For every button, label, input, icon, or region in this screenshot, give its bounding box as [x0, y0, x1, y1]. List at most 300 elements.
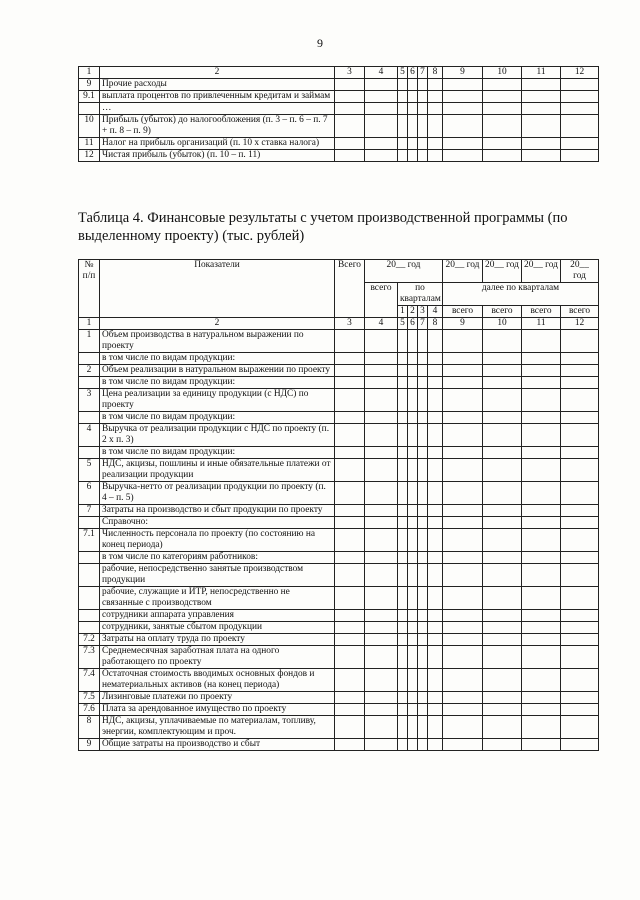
row-label: Прибыль (убыток) до налогообложения (п. 3 – п. 6 – п. 7 + п. 8 – п. 9): [100, 115, 335, 138]
header-year-current: 20__ год: [365, 260, 443, 283]
table-row: [79, 716, 599, 739]
row-number: [79, 377, 100, 389]
value-cell: [335, 505, 365, 517]
value-cell: [408, 115, 418, 138]
table-row: [79, 517, 599, 529]
value-cell: [408, 412, 418, 424]
value-cell: [483, 716, 522, 739]
value-cell: [522, 505, 561, 517]
table-row: [79, 692, 599, 704]
value-cell: [418, 669, 428, 692]
value-cell: [428, 704, 443, 716]
value-cell: [561, 447, 599, 459]
value-cell: [443, 739, 483, 751]
value-cell: [408, 150, 418, 162]
value-cell: [522, 377, 561, 389]
table-row: [79, 704, 599, 716]
table2-column-numbers: [79, 318, 599, 330]
value-cell: [561, 79, 599, 91]
table-row: [79, 739, 599, 751]
value-cell: [483, 79, 522, 91]
value-cell: [483, 103, 522, 115]
value-cell: [335, 482, 365, 505]
value-cell: [561, 716, 599, 739]
value-cell: [335, 669, 365, 692]
table-row: [79, 412, 599, 424]
value-cell: [483, 150, 522, 162]
value-cell: [483, 389, 522, 412]
value-cell: [418, 704, 428, 716]
value-cell: [335, 424, 365, 447]
row-label: в том числе по видам продукции:: [100, 412, 335, 424]
header-quarter: 3: [418, 306, 428, 318]
value-cell: [561, 646, 599, 669]
value-cell: [365, 610, 398, 622]
value-cell: [443, 91, 483, 103]
row-label: в том числе по видам продукции:: [100, 353, 335, 365]
value-cell: [335, 447, 365, 459]
value-cell: [335, 529, 365, 552]
value-cell: [408, 424, 418, 447]
value-cell: [483, 587, 522, 610]
value-cell: [335, 552, 365, 564]
value-cell: [522, 610, 561, 622]
value-cell: [561, 389, 599, 412]
value-cell: [398, 517, 408, 529]
value-cell: [408, 564, 418, 587]
row-number: 9.1: [79, 91, 100, 103]
value-cell: [483, 91, 522, 103]
row-label: Лизинговые платежи по проекту: [100, 692, 335, 704]
value-cell: [561, 587, 599, 610]
value-cell: [561, 552, 599, 564]
value-cell: [443, 353, 483, 365]
value-cell: [443, 610, 483, 622]
value-cell: [428, 482, 443, 505]
value-cell: [418, 377, 428, 389]
value-cell: [408, 646, 418, 669]
value-cell: [483, 115, 522, 138]
value-cell: [561, 103, 599, 115]
value-cell: [522, 138, 561, 150]
value-cell: [398, 79, 408, 91]
value-cell: [522, 412, 561, 424]
value-cell: [408, 447, 418, 459]
column-number: 7: [418, 318, 428, 330]
value-cell: [398, 103, 408, 115]
value-cell: [335, 646, 365, 669]
value-cell: [418, 424, 428, 447]
value-cell: [335, 716, 365, 739]
value-cell: [561, 564, 599, 587]
row-number: [79, 610, 100, 622]
value-cell: [418, 330, 428, 353]
value-cell: [522, 365, 561, 377]
value-cell: [398, 377, 408, 389]
table-row: [79, 447, 599, 459]
value-cell: [408, 330, 418, 353]
value-cell: [398, 482, 408, 505]
value-cell: [428, 447, 443, 459]
table-row: [79, 564, 599, 587]
value-cell: [561, 622, 599, 634]
value-cell: [483, 704, 522, 716]
value-cell: [522, 79, 561, 91]
value-cell: [428, 716, 443, 739]
header-year-future: 20__ год: [522, 260, 561, 283]
value-cell: [483, 622, 522, 634]
table-row: [79, 138, 599, 150]
value-cell: [398, 622, 408, 634]
value-cell: [408, 587, 418, 610]
value-cell: [428, 634, 443, 646]
value-cell: [335, 150, 365, 162]
header-future-vsego: всего: [443, 306, 483, 318]
value-cell: [522, 564, 561, 587]
value-cell: [398, 330, 408, 353]
column-number: 5: [398, 67, 408, 79]
column-number: 7: [418, 67, 428, 79]
value-cell: [522, 389, 561, 412]
value-cell: [418, 447, 428, 459]
value-cell: [398, 610, 408, 622]
table-row: [79, 424, 599, 447]
header-future-vsego: всего: [561, 306, 599, 318]
header-quarter: 2: [408, 306, 418, 318]
value-cell: [365, 103, 398, 115]
row-label: в том числе по видам продукции:: [100, 447, 335, 459]
value-cell: [561, 739, 599, 751]
value-cell: [418, 610, 428, 622]
value-cell: [365, 91, 398, 103]
value-cell: [443, 564, 483, 587]
value-cell: [418, 692, 428, 704]
value-cell: [418, 389, 428, 412]
value-cell: [483, 330, 522, 353]
value-cell: [365, 353, 398, 365]
value-cell: [443, 505, 483, 517]
row-label: рабочие, непосредственно занятые производством продукции: [100, 564, 335, 587]
table-row: [79, 91, 599, 103]
value-cell: [561, 377, 599, 389]
value-cell: [398, 412, 408, 424]
column-number: 3: [335, 67, 365, 79]
row-label: Численность персонала по проекту (по состоянию на конец периода): [100, 529, 335, 552]
value-cell: [428, 103, 443, 115]
row-number: 7.3: [79, 646, 100, 669]
value-cell: [418, 564, 428, 587]
value-cell: [418, 365, 428, 377]
value-cell: [483, 564, 522, 587]
value-cell: [483, 646, 522, 669]
value-cell: [365, 424, 398, 447]
row-number: 7.1: [79, 529, 100, 552]
row-label: Справочно:: [100, 517, 335, 529]
row-label: Выручка-нетто от реализации продукции по проекту (п. 4 – п. 5): [100, 482, 335, 505]
value-cell: [522, 704, 561, 716]
column-number: 6: [408, 318, 418, 330]
header-quarter: 4: [428, 306, 443, 318]
value-cell: [428, 646, 443, 669]
value-cell: [522, 692, 561, 704]
row-label: Остаточная стоимость вводимых основных фондов и нематериальных активов (на конец периода): [100, 669, 335, 692]
value-cell: [408, 739, 418, 751]
value-cell: [365, 529, 398, 552]
value-cell: [365, 517, 398, 529]
table1-column-numbers: [79, 67, 599, 79]
value-cell: [418, 552, 428, 564]
value-cell: [418, 739, 428, 751]
table-row: [79, 529, 599, 552]
value-cell: [443, 377, 483, 389]
value-cell: [522, 739, 561, 751]
value-cell: [365, 587, 398, 610]
header-num: № п/п: [79, 260, 100, 318]
row-label: НДС, акцизы, пошлины и иные обязательные платежи от реализации продукции: [100, 459, 335, 482]
value-cell: [335, 91, 365, 103]
value-cell: [428, 353, 443, 365]
value-cell: [483, 412, 522, 424]
column-number: 5: [398, 318, 408, 330]
value-cell: [398, 459, 408, 482]
column-number: 4: [365, 67, 398, 79]
value-cell: [561, 482, 599, 505]
header-dalee: далее по кварталам: [443, 283, 599, 306]
value-cell: [428, 610, 443, 622]
value-cell: [443, 79, 483, 91]
value-cell: [483, 505, 522, 517]
value-cell: [408, 610, 418, 622]
row-label: сотрудники аппарата управления: [100, 610, 335, 622]
table-row: [79, 669, 599, 692]
value-cell: [408, 138, 418, 150]
column-number: 1: [79, 318, 100, 330]
table-row: [79, 552, 599, 564]
value-cell: [561, 505, 599, 517]
value-cell: [561, 424, 599, 447]
value-cell: [443, 103, 483, 115]
value-cell: [428, 115, 443, 138]
value-cell: [443, 482, 483, 505]
value-cell: [365, 138, 398, 150]
value-cell: [365, 564, 398, 587]
row-number: 7.4: [79, 669, 100, 692]
column-number: 9: [443, 318, 483, 330]
header-total: Всего: [335, 260, 365, 318]
row-label: Плата за арендованное имущество по проекту: [100, 704, 335, 716]
value-cell: [418, 79, 428, 91]
row-number: 1: [79, 330, 100, 353]
value-cell: [443, 459, 483, 482]
value-cell: [428, 459, 443, 482]
value-cell: [483, 692, 522, 704]
value-cell: [335, 622, 365, 634]
value-cell: [443, 552, 483, 564]
value-cell: [428, 377, 443, 389]
value-cell: [428, 529, 443, 552]
value-cell: [483, 353, 522, 365]
value-cell: [398, 692, 408, 704]
value-cell: [398, 716, 408, 739]
row-number: 8: [79, 716, 100, 739]
value-cell: [365, 79, 398, 91]
value-cell: [418, 138, 428, 150]
value-cell: [561, 459, 599, 482]
value-cell: [335, 365, 365, 377]
table-row: [79, 505, 599, 517]
value-cell: [483, 138, 522, 150]
column-number: 12: [561, 318, 599, 330]
value-cell: [335, 517, 365, 529]
value-cell: [398, 646, 408, 669]
table-row: [79, 115, 599, 138]
row-number: [79, 353, 100, 365]
value-cell: [483, 424, 522, 447]
value-cell: [408, 669, 418, 692]
column-number: 2: [100, 67, 335, 79]
value-cell: [561, 115, 599, 138]
value-cell: [483, 517, 522, 529]
table-row: [79, 79, 599, 91]
value-cell: [365, 412, 398, 424]
row-label: Общие затраты на производство и сбыт: [100, 739, 335, 751]
row-label: рабочие, служащие и ИТР, непосредственно не связанные с производством: [100, 587, 335, 610]
value-cell: [522, 622, 561, 634]
value-cell: [365, 552, 398, 564]
value-cell: [398, 669, 408, 692]
value-cell: [418, 622, 428, 634]
value-cell: [443, 529, 483, 552]
row-label: …: [100, 103, 335, 115]
header-po-kvartalam: по кварталам: [398, 283, 443, 306]
value-cell: [561, 91, 599, 103]
value-cell: [483, 610, 522, 622]
value-cell: [365, 150, 398, 162]
column-number: 4: [365, 318, 398, 330]
value-cell: [522, 115, 561, 138]
value-cell: [428, 150, 443, 162]
value-cell: [522, 529, 561, 552]
value-cell: [522, 646, 561, 669]
value-cell: [443, 692, 483, 704]
table-row: [79, 482, 599, 505]
table-row: [79, 646, 599, 669]
value-cell: [561, 150, 599, 162]
value-cell: [398, 634, 408, 646]
value-cell: [418, 353, 428, 365]
row-number: 7.5: [79, 692, 100, 704]
value-cell: [483, 634, 522, 646]
value-cell: [428, 79, 443, 91]
value-cell: [561, 669, 599, 692]
value-cell: [443, 634, 483, 646]
row-number: [79, 447, 100, 459]
header-year-future: 20__ год: [561, 260, 599, 283]
value-cell: [428, 622, 443, 634]
value-cell: [428, 517, 443, 529]
table-row: [79, 377, 599, 389]
value-cell: [365, 646, 398, 669]
row-number: 9: [79, 739, 100, 751]
value-cell: [365, 482, 398, 505]
value-cell: [335, 587, 365, 610]
value-cell: [443, 622, 483, 634]
value-cell: [443, 517, 483, 529]
column-number: 12: [561, 67, 599, 79]
value-cell: [335, 115, 365, 138]
value-cell: [398, 365, 408, 377]
row-label: выплата процентов по привлеченным кредитам и займам: [100, 91, 335, 103]
value-cell: [365, 389, 398, 412]
value-cell: [428, 739, 443, 751]
value-cell: [418, 517, 428, 529]
value-cell: [522, 103, 561, 115]
value-cell: [443, 424, 483, 447]
value-cell: [443, 115, 483, 138]
row-number: 3: [79, 389, 100, 412]
value-cell: [483, 459, 522, 482]
value-cell: [365, 622, 398, 634]
value-cell: [561, 517, 599, 529]
value-cell: [398, 424, 408, 447]
value-cell: [335, 610, 365, 622]
value-cell: [522, 330, 561, 353]
row-label: Затраты на производство и сбыт продукции по проекту: [100, 505, 335, 517]
value-cell: [483, 552, 522, 564]
row-number: 12: [79, 150, 100, 162]
header-vsego: всего: [365, 283, 398, 318]
value-cell: [365, 692, 398, 704]
value-cell: [483, 739, 522, 751]
value-cell: [408, 377, 418, 389]
value-cell: [408, 482, 418, 505]
table-row: [79, 365, 599, 377]
table4-header: [79, 260, 599, 318]
value-cell: [365, 739, 398, 751]
value-cell: [483, 447, 522, 459]
value-cell: [418, 482, 428, 505]
row-label: Среднемесячная заработная плата на одного работающего по проекту: [100, 646, 335, 669]
table4-title: Таблица 4. Финансовые результаты с учетом производственной программы (по выделенному проекту) (тыс. рублей): [78, 210, 568, 244]
value-cell: [522, 447, 561, 459]
value-cell: [365, 505, 398, 517]
value-cell: [398, 739, 408, 751]
value-cell: [443, 365, 483, 377]
row-number: [79, 103, 100, 115]
value-cell: [408, 103, 418, 115]
table-continued: [78, 66, 599, 162]
value-cell: [418, 103, 428, 115]
value-cell: [398, 704, 408, 716]
value-cell: [483, 529, 522, 552]
row-number: 7.6: [79, 704, 100, 716]
value-cell: [408, 622, 418, 634]
row-number: [79, 587, 100, 610]
value-cell: [398, 447, 408, 459]
column-number: 11: [522, 318, 561, 330]
value-cell: [408, 634, 418, 646]
value-cell: [365, 459, 398, 482]
row-number: [79, 552, 100, 564]
row-label: Чистая прибыль (убыток) (п. 10 – п. 11): [100, 150, 335, 162]
value-cell: [398, 505, 408, 517]
value-cell: [365, 669, 398, 692]
row-label: Объем производства в натуральном выражении по проекту: [100, 330, 335, 353]
value-cell: [428, 564, 443, 587]
header-year-future: 20__ год: [443, 260, 483, 283]
value-cell: [443, 587, 483, 610]
column-number: 10: [483, 318, 522, 330]
